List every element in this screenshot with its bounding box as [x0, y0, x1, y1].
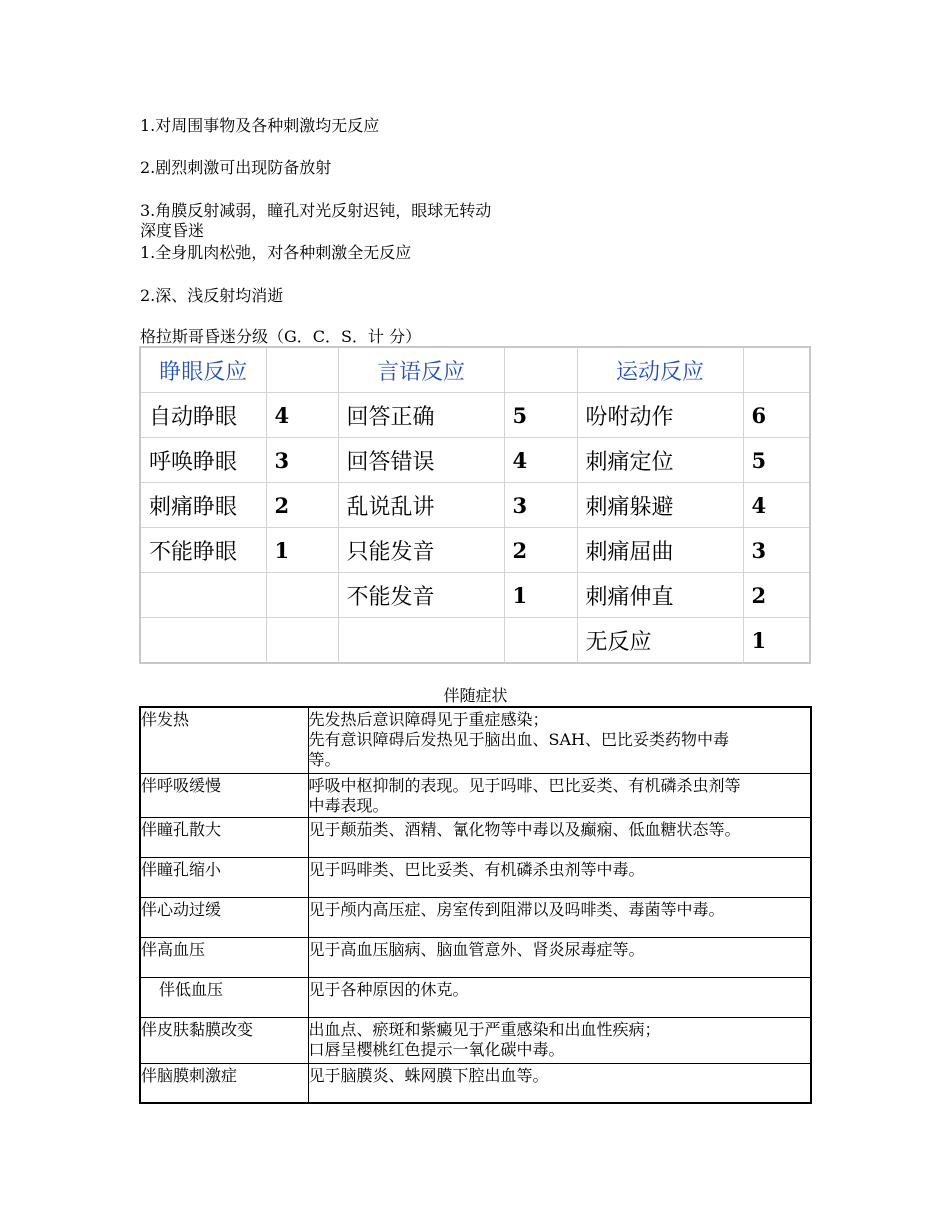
- symptom-desc-line: 见于高血压脑病、脑血管意外、肾炎尿毒症等。: [308, 939, 645, 959]
- gcs-cell: [338, 618, 504, 664]
- gcs-cell: 呼唤睁眼: [140, 438, 266, 483]
- gcs-score: 5: [504, 393, 577, 438]
- intro-line: 2.深、浅反射均消逝: [140, 286, 284, 305]
- intro-line: 3.角膜反射减弱，瞳孔对光反射迟钝，眼球无转动: [140, 201, 492, 220]
- symptom-desc-line: 见于吗啡类、巴比妥类、有机磷杀虫剂等中毒。: [308, 859, 645, 879]
- gcs-header-motor: 运动反应: [577, 347, 743, 393]
- symptom-name: 伴心动过缓: [140, 897, 308, 937]
- symptoms-caption: 伴随症状: [443, 686, 508, 705]
- symptom-desc: [308, 1063, 811, 1103]
- symptom-name: 伴呼吸缓慢: [140, 773, 308, 817]
- symptom-name: 伴高血压: [140, 937, 308, 977]
- gcs-cell: 回答正确: [338, 393, 504, 438]
- gcs-cell: 无反应: [577, 618, 743, 664]
- gcs-row: [140, 573, 810, 618]
- gcs-cell: 刺痛伸直: [577, 573, 743, 618]
- symptom-row: [140, 707, 811, 773]
- symptom-desc-line: 先发热后意识障碍见于重症感染；: [308, 710, 549, 729]
- symptom-desc-line: 中毒表现。: [308, 795, 389, 815]
- intro-line: 2.剧烈刺激可出现防备放射: [140, 158, 332, 177]
- gcs-cell: 不能睁眼: [140, 528, 266, 573]
- symptom-name: 伴皮肤黏膜改变: [140, 1017, 308, 1063]
- gcs-score: 3: [743, 528, 810, 573]
- gcs-empty-cell: [266, 347, 338, 393]
- symptom-desc: [308, 857, 811, 897]
- symptoms-table: [139, 706, 812, 1104]
- symptom-desc: [308, 1017, 811, 1063]
- gcs-score: 3: [266, 438, 338, 483]
- symptom-desc-line: 口唇呈樱桃红色提示一氧化碳中毒。: [308, 1039, 565, 1059]
- gcs-cell: 刺痛屈曲: [577, 528, 743, 573]
- symptom-row: [140, 1063, 811, 1103]
- symptom-desc-line: 见于颠茄类、酒精、氰化物等中毒以及癫痫、低血糖状态等。: [308, 819, 741, 839]
- symptom-desc: [308, 817, 811, 857]
- gcs-header-verbal: 言语反应: [338, 347, 504, 393]
- gcs-row: [140, 393, 810, 438]
- gcs-cell: 不能发音: [338, 573, 504, 618]
- gcs-cell: [140, 618, 266, 664]
- section-heading-deep-coma: 深度昏迷: [140, 221, 205, 240]
- symptom-desc-line: 见于各种原因的休克。: [308, 979, 469, 999]
- gcs-row: [140, 618, 810, 664]
- gcs-score: 3: [504, 483, 577, 528]
- gcs-score: 1: [504, 573, 577, 618]
- gcs-score: [266, 573, 338, 618]
- symptom-name: 伴低血压: [140, 977, 308, 1017]
- symptom-name: 伴脑膜刺激症: [140, 1063, 308, 1103]
- symptom-desc-line: 先有意识障碍后发热见于脑出血、SAH、巴比妥类药物中毒: [308, 730, 729, 749]
- gcs-cell: 吩咐动作: [577, 393, 743, 438]
- gcs-score: 1: [266, 528, 338, 573]
- symptom-desc-line: 出血点、瘀斑和紫癜见于严重感染和出血性疾病；: [308, 1019, 661, 1039]
- gcs-header-eye: 睁眼反应: [140, 347, 266, 393]
- gcs-row: [140, 528, 810, 573]
- gcs-empty-cell: [743, 347, 810, 393]
- symptom-row: [140, 897, 811, 937]
- gcs-score: 4: [743, 483, 810, 528]
- gcs-score: [266, 618, 338, 664]
- symptom-row: [140, 937, 811, 977]
- symptom-desc-line: 见于脑膜炎、蛛网膜下腔出血等。: [308, 1065, 549, 1085]
- gcs-score: 4: [266, 393, 338, 438]
- gcs-title: 格拉斯哥昏迷分级（G．C．S．计 分）: [140, 327, 422, 346]
- symptom-name: 伴发热: [140, 707, 308, 773]
- intro-line: 1.对周围事物及各种刺激均无反应: [140, 116, 380, 135]
- symptom-desc: [308, 937, 811, 977]
- gcs-score: 5: [743, 438, 810, 483]
- gcs-score: 2: [743, 573, 810, 618]
- intro-line: 1.全身肌肉松弛，对各种刺激全无反应: [140, 243, 412, 262]
- gcs-score: 2: [266, 483, 338, 528]
- gcs-score: 2: [504, 528, 577, 573]
- gcs-cell: 自动睁眼: [140, 393, 266, 438]
- symptom-row: [140, 817, 811, 857]
- gcs-table: [139, 346, 811, 664]
- gcs-header-row: [140, 347, 810, 393]
- symptom-row: [140, 977, 811, 1017]
- gcs-cell: 刺痛躲避: [577, 483, 743, 528]
- gcs-cell: 回答错误: [338, 438, 504, 483]
- symptom-desc: [308, 977, 811, 1017]
- symptom-name: 伴瞳孔缩小: [140, 857, 308, 897]
- gcs-cell: 乱说乱讲: [338, 483, 504, 528]
- symptom-desc-line: 见于颅内高压症、房室传到阻滞以及吗啡类、毒菌等中毒。: [308, 899, 725, 919]
- gcs-score: 4: [504, 438, 577, 483]
- symptom-row: [140, 857, 811, 897]
- symptom-desc: [308, 707, 811, 773]
- symptom-desc-line: 呼吸中枢抑制的表现。见于吗啡、巴比妥类、有机磷杀虫剂等: [308, 775, 741, 795]
- gcs-cell: [140, 573, 266, 618]
- gcs-score: [504, 618, 577, 664]
- symptom-desc: [308, 773, 811, 817]
- gcs-score: 1: [743, 618, 810, 664]
- symptom-row: [140, 1017, 811, 1063]
- symptom-desc-line: 等。: [308, 750, 341, 769]
- gcs-cell: 刺痛睁眼: [140, 483, 266, 528]
- gcs-row: [140, 438, 810, 483]
- gcs-score: 6: [743, 393, 810, 438]
- gcs-empty-cell: [504, 347, 577, 393]
- symptom-desc: [308, 897, 811, 937]
- gcs-cell: 刺痛定位: [577, 438, 743, 483]
- gcs-row: [140, 483, 810, 528]
- symptom-row: [140, 773, 811, 817]
- symptom-name: 伴瞳孔散大: [140, 817, 308, 857]
- gcs-cell: 只能发音: [338, 528, 504, 573]
